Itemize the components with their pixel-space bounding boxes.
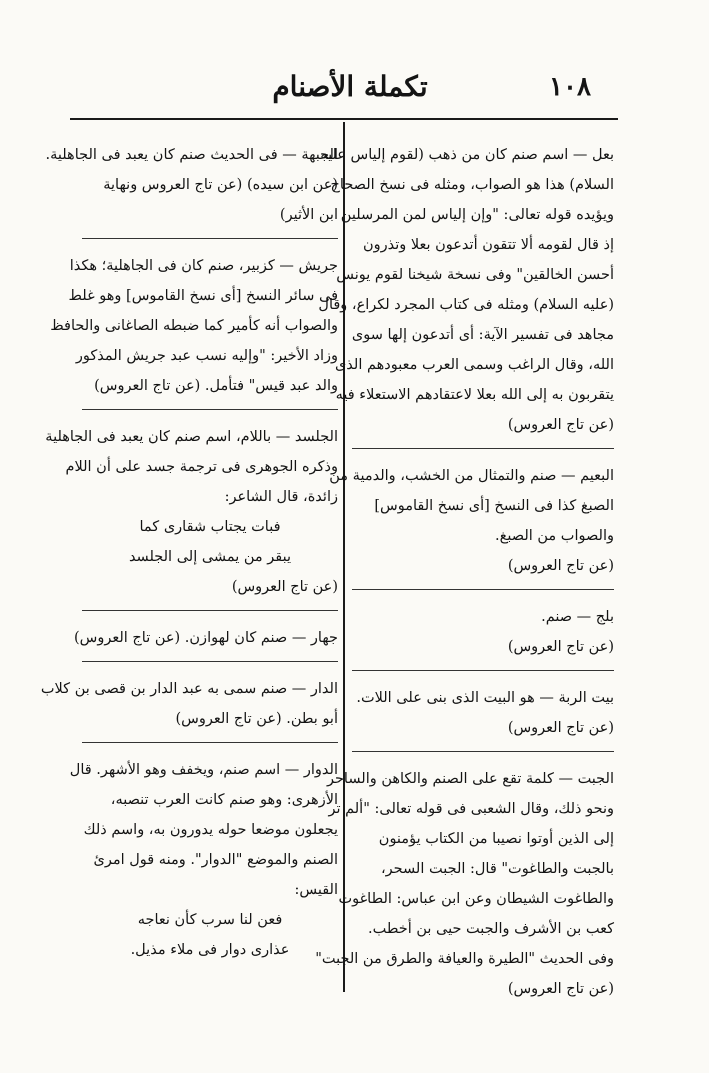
entry-separator — [82, 610, 338, 611]
left-column — [40, 140, 338, 973]
dictionary-entry — [69, 755, 338, 965]
entry-headline: الجلسد — باللام، اسم صنم كان يعبد فى الجاهلية — [45, 429, 338, 445]
entry-line: إذ قال لقومه ألا تتقون أتدعون بعلا وتذرون — [362, 237, 614, 253]
entry-headline: جهار — صنم كان لهوازن. (عن تاج العروس) — [74, 630, 338, 646]
entry-line: ويؤيده قوله تعالى: "وإن إلياس لمن المرسلين — [340, 207, 614, 223]
entry-line: (عن ابن سيده) (عن تاج العروس ونهاية — [103, 177, 338, 193]
source-citation: (عن تاج العروس) — [231, 579, 338, 595]
entry-line: مجاهد فى تفسير الآية: أى أتدعون إلها سوى — [351, 327, 614, 343]
dictionary-entry — [352, 602, 614, 662]
page-header — [0, 0, 709, 120]
entry-line: إلى الذين أوتوا نصيبا من الكتاب يؤمنون — [378, 831, 614, 847]
entry-line: كعب بن الأشرف والجبت حيى بن أخطب. — [368, 921, 614, 937]
entry-separator — [352, 589, 614, 590]
entry-line: الصنم والموضع "الدوار". ومنه قول امرئ — [93, 852, 338, 868]
entry-line: وذكره الجوهرى فى ترجمة جسد على أن اللام — [65, 459, 338, 475]
entry-line: وزاد الأخير: "وإليه نسب عبد جريش المذكور — [75, 348, 338, 364]
page-title: تكملة الأصنام — [272, 70, 428, 103]
entry-line: الأزهرى: وهو صنم كانت العرب تنصبه، — [110, 792, 338, 808]
verse-line: يبقر من يمشى إلى الجلسد — [128, 549, 292, 565]
entry-line: الصبغ كذا فى النسخ [أى نسخ القاموس] — [374, 498, 614, 514]
dictionary-entry — [74, 623, 338, 653]
verse-line: فعن لنا سرب كأن نعاجه — [137, 912, 283, 928]
entry-separator — [352, 751, 614, 752]
entry-separator — [82, 742, 338, 743]
entry-line: الله، وقال الراغب وسمى العرب معبودهم الذى — [334, 357, 614, 373]
source-citation: (عن تاج العروس) — [507, 720, 614, 736]
entry-line: يجعلون موضعا حوله يدورون به، واسم ذلك — [83, 822, 338, 838]
source-citation: (عن تاج العروس) — [507, 639, 614, 655]
entry-line: ابن الأثير) — [279, 207, 338, 223]
entry-headline: الجبت — كلمة تقع على الصنم والكاهن والساحر — [326, 771, 614, 787]
dictionary-entry — [352, 683, 614, 743]
entry-headline: الدوار — اسم صنم، ويخفف وهو الأشهر. قال — [69, 762, 338, 778]
dictionary-entry — [50, 251, 338, 401]
dictionary-entry — [45, 422, 338, 602]
entry-separator — [82, 661, 338, 662]
verse-line: عذارى دوار فى ملاء مذيل. — [130, 942, 290, 958]
source-citation: (عن تاج العروس) — [507, 558, 614, 574]
entry-headline: بعل — اسم صنم كان من ذهب (لقوم إلياس عليه — [320, 147, 614, 163]
column-divider — [343, 122, 345, 992]
entry-headline: بلج — صنم. — [541, 609, 614, 625]
entry-headline: البعيم — صنم والتمثال من الخشب، والدمية من — [329, 468, 614, 484]
entry-line: أبو بطن. (عن تاج العروس) — [175, 711, 338, 727]
entry-line: القيس: — [294, 882, 338, 898]
entry-headline: جريش — كزبير، صنم كان فى الجاهلية؛ هكذا — [69, 258, 338, 274]
header-rule — [70, 118, 618, 120]
entry-separator — [352, 670, 614, 671]
entry-line: أحسن الخالقين" وفى نسخة شيخنا لقوم يونس — [336, 267, 614, 283]
entry-line: والصواب أنه كأمير كما ضبطه الصاغانى والحافظ — [50, 318, 338, 334]
entry-separator — [352, 448, 614, 449]
entry-line: السلام) هذا هو الصواب، ومثله فى نسخ الصحاح — [330, 177, 614, 193]
entry-line: ونحو ذلك، وقال الشعبى فى قوله تعالى: "ألم تر — [328, 801, 614, 817]
entry-headline: الدار — صنم سمى به عبد الدار بن قصى بن كلاب — [40, 681, 338, 697]
entry-line: والطاغوت الشيطان وعن ابن عباس: الطاغوت — [338, 891, 614, 907]
entry-line: والصواب من الصبغ. — [495, 528, 614, 544]
entry-line: وفى الحديث "الطيرة والعيافة والطرق من الجبت" — [315, 951, 614, 967]
dictionary-entry — [45, 140, 338, 230]
entry-line: يتقربون به إلى الله بعلا لاعتقادهم الاستعلاء فيه — [335, 387, 614, 403]
verse-line: فبات يجتاب شقارى كما — [139, 519, 281, 535]
entry-line: فى سائر النسخ [أى نسخ القاموس] وهو غلط — [68, 288, 338, 304]
dictionary-entry — [318, 140, 614, 440]
entry-separator — [82, 238, 338, 239]
entry-line: والد عبد قيس" فتأمل. (عن تاج العروس) — [94, 378, 338, 394]
entry-headline: الجبهة — فى الحديث صنم كان يعبد فى الجاهلية. — [45, 147, 338, 163]
source-citation: (عن تاج العروس) — [507, 417, 614, 433]
entry-headline: بيت الربة — هو البيت الذى بنى على اللات. — [356, 690, 614, 706]
source-citation: (عن تاج العروس) — [507, 981, 614, 997]
entry-line: بالجبت والطاغوت" قال: الجبت السحر، — [380, 861, 614, 877]
dictionary-entry — [40, 674, 338, 734]
page-number: ١٠٨ — [549, 72, 591, 102]
entry-separator — [82, 409, 338, 410]
dictionary-entry — [329, 461, 614, 581]
entry-line: (عليه السلام) ومثله فى كتاب المجرد لكراع، وقال — [318, 297, 614, 313]
entry-line: زائدة، قال الشاعر: — [224, 489, 338, 505]
